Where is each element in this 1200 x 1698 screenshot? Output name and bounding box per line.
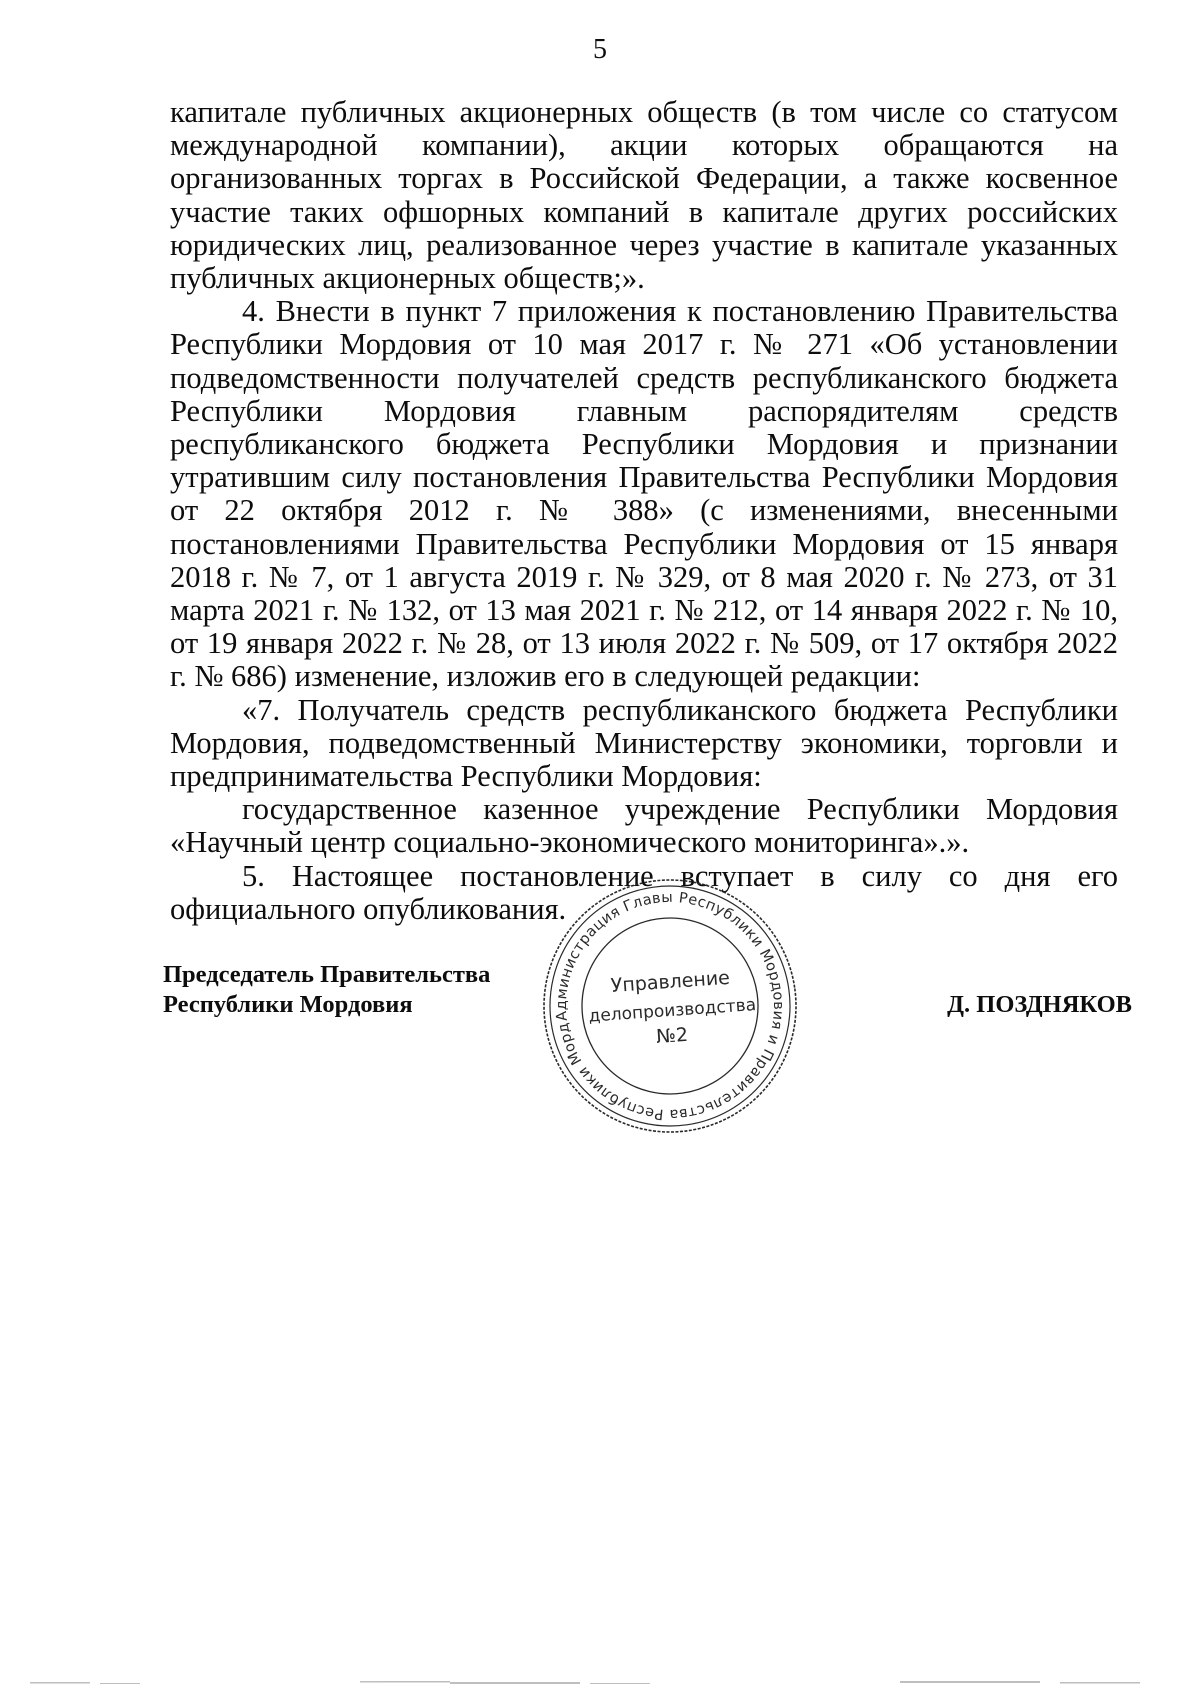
paragraph-item-7: «7. Получатель средств республиканского бюджета Республики Мордовия, подведомственный Министерству экономики, торговли и предпринимательства Республики Мордовия: (170, 692, 1118, 794)
page-number: 5 (593, 34, 607, 65)
stamp-line-2: делопроизводства (587, 995, 757, 1027)
stamp-line-3: №2 (655, 1023, 689, 1049)
signatory-name: Д. ПОЗДНЯКОВ (947, 991, 1132, 1018)
stamp-line-1: Управление (610, 966, 731, 998)
stamp-graphic (540, 876, 800, 1136)
paragraph-item-4: 4. Внести в пункт 7 приложения к постановлению Правительства Республики Мордовия от 10 мая 2017 г. № 271 «Об установлении подведомственности получателей средств республиканского бюджета Республики Мордовия главным распорядителям средств республиканского бюджета Республики Мордовия и признании утратившим силу постановления Правительства Республики Мордовия от 22 октября 2012 г. № 388» (с изменениями, внесенными постановлениями Правительства Республики Мордовия от 15 января 2018 г. № 7, от 1 августа 2019 г. № 329, от 8 мая 2020 г. № 273, от 31 марта 2021 г. № 132, от 13 мая 2021 г. № 212, от 14 января 2022 г. № 10, от 19 января 2022 г. № 28, от 13 июля 2022 г. № 509, от 17 октября 2022 г. № 686) изменение, изложив его в следующей редакции: (170, 294, 1118, 694)
signatory-position-line-2: Республики Мордовия (163, 991, 413, 1018)
document-body (170, 96, 1118, 926)
paragraph-continuation: капитале публичных акционерных обществ (в том числе со статусом международной компании), акции которых обращаются на организованных торгах в Российской Федерации, а также косвенное участие таких офшорных компаний в капитале других российских юридических лиц, реализованное через участие в капитале указанных публичных акционерных обществ;». (170, 95, 1118, 296)
paragraph-institution: государственное казенное учреждение Республики Мордовия «Научный центр социально-экономического мониторинга».». (170, 792, 1118, 860)
paragraph-item-5: 5. Настоящее постановление вступает в силу со дня его официального опубликования. (170, 858, 1118, 926)
signatory-position-line-1: Председатель Правительства (163, 961, 491, 988)
signatory-position (163, 960, 523, 1020)
office-stamp (540, 876, 800, 1136)
scan-edge-noise (0, 1676, 1200, 1690)
stamp-ring-text: Администрация Главы Республики Мордовия и Правительства Республики Мордовия (553, 889, 787, 1123)
